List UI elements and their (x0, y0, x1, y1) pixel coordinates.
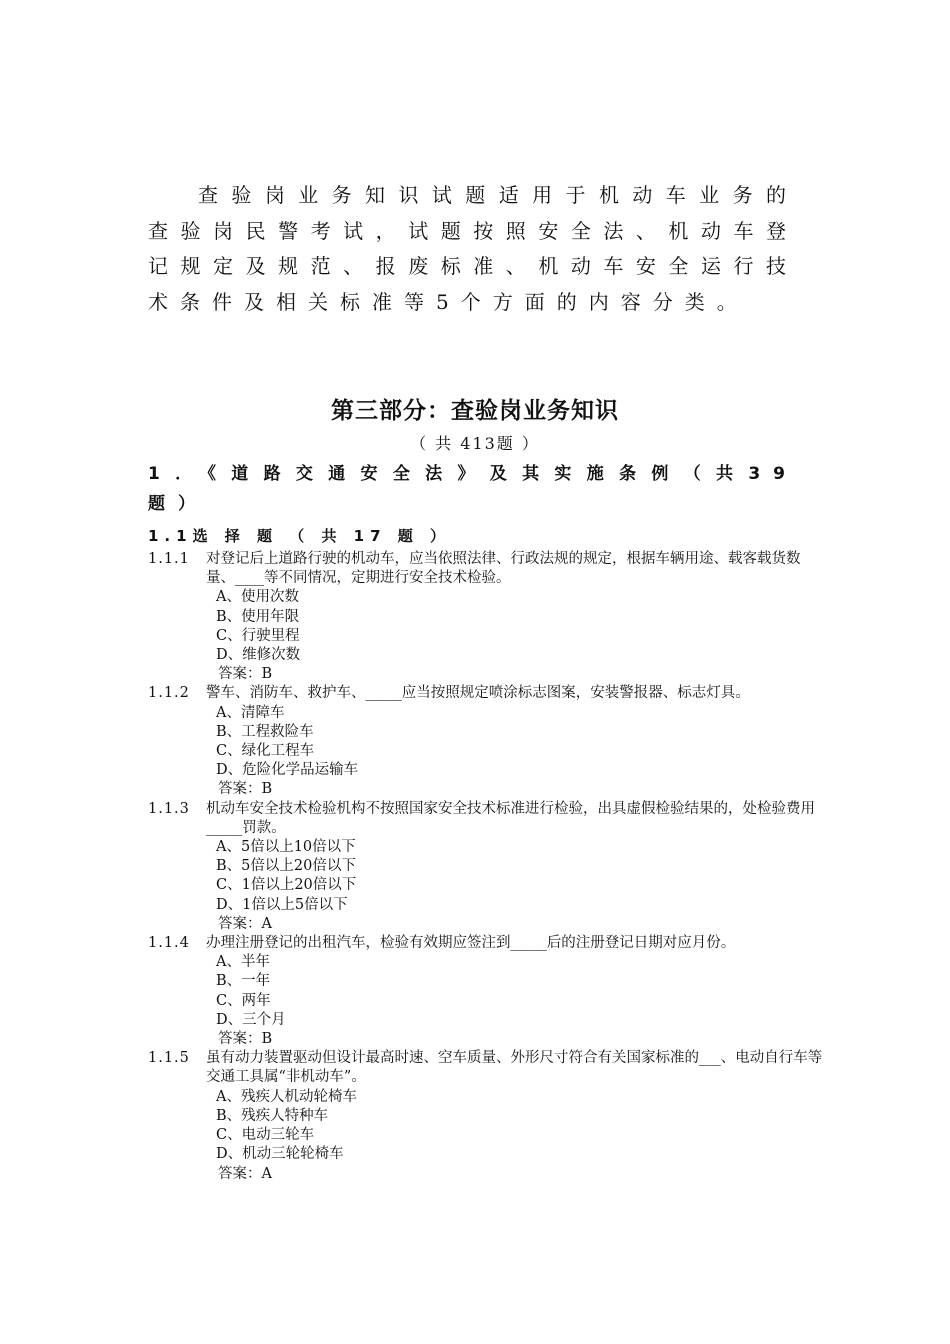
question-item (148, 550, 828, 684)
answer-option: B、5倍以上20倍以下 (216, 858, 356, 875)
question-number: 1.1.3 (148, 800, 190, 817)
answer-key: 答案：B (218, 1031, 273, 1048)
answer-key: 答案：B (218, 666, 273, 683)
answer-option: A、残疾人机动轮椅车 (216, 1088, 357, 1105)
answer-option: C、电动三轮车 (216, 1127, 315, 1144)
answer-option: D、1倍以上5倍以下 (216, 896, 348, 913)
part-question-count: （ 共 413题 ） (410, 434, 540, 453)
question-stem: 虽有动力装置驱动但设计最高时速、空车质量、外形尺寸符合有关国家标准的___、电动自行车等交通工具属“非机动车”。 (206, 1050, 823, 1086)
answer-option: A、半年 (216, 954, 270, 971)
question-item (148, 1049, 828, 1183)
answer-option: A、5倍以上10倍以下 (216, 839, 356, 856)
answer-key: 答案：A (218, 915, 272, 932)
question-stem: 办理注册登记的出租汽车，检验有效期应签注到_____后的注册登记日期对应月份。 (206, 935, 736, 952)
question-item (148, 800, 828, 934)
answer-option: A、清障车 (216, 704, 285, 721)
intro-paragraph: 查验岗业务知识试题适用于机动车业务的查验岗民警考试，试题按照安全法、机动车登记规定及规范、报废标准、机动车安全运行技术条件及相关标准等5个方面的内容分类。 (148, 183, 798, 314)
question-list (148, 550, 828, 1184)
answer-option: B、使用年限 (216, 608, 300, 625)
answer-key: 答案：A (218, 1165, 272, 1182)
answer-option: B、一年 (216, 973, 271, 990)
question-number: 1.1.4 (148, 935, 190, 952)
question-stem: 机动车安全技术检验机构不按照国家安全技术标准进行检验，出具虚假检验结果的，处检验费用_____罚款。 (206, 800, 815, 836)
subsection-heading: 1.1选 择 题 （ 共 17 题 ） (148, 527, 452, 545)
question-number: 1.1.5 (148, 1050, 190, 1067)
answer-option: D、机动三轮轮椅车 (216, 1146, 344, 1163)
section-heading: 1．《道路交通安全法》及其实施条例（共39题） (148, 464, 798, 514)
question-number: 1.1.2 (148, 685, 190, 702)
question-stem: 对登记后上道路行驶的机动车，应当依照法律、行政法规的规定，根据车辆用途、载客载货数量、____等不同情况，定期进行安全技术检验。 (206, 551, 801, 587)
question-stem: 警车、消防车、救护车、_____应当按照规定喷涂标志图案，安装警报器、标志灯具。 (206, 685, 750, 702)
question-number: 1.1.1 (148, 551, 190, 567)
answer-option: C、两年 (216, 992, 271, 1009)
answer-option: D、危险化学品运输车 (216, 762, 359, 779)
answer-option: A、使用次数 (216, 589, 299, 606)
answer-option: B、残疾人特种车 (216, 1107, 329, 1124)
answer-option: C、绿化工程车 (216, 743, 315, 760)
question-item (148, 684, 828, 799)
answer-key: 答案：B (218, 781, 273, 798)
answer-option: D、三个月 (216, 1011, 286, 1028)
answer-option: B、工程救险车 (216, 723, 314, 740)
answer-option: D、维修次数 (216, 647, 301, 664)
question-item (148, 934, 828, 1049)
answer-option: C、行驶里程 (216, 627, 300, 644)
part-title: 第三部分：查验岗业务知识 (331, 398, 619, 424)
answer-option: C、1倍以上20倍以下 (216, 877, 357, 894)
